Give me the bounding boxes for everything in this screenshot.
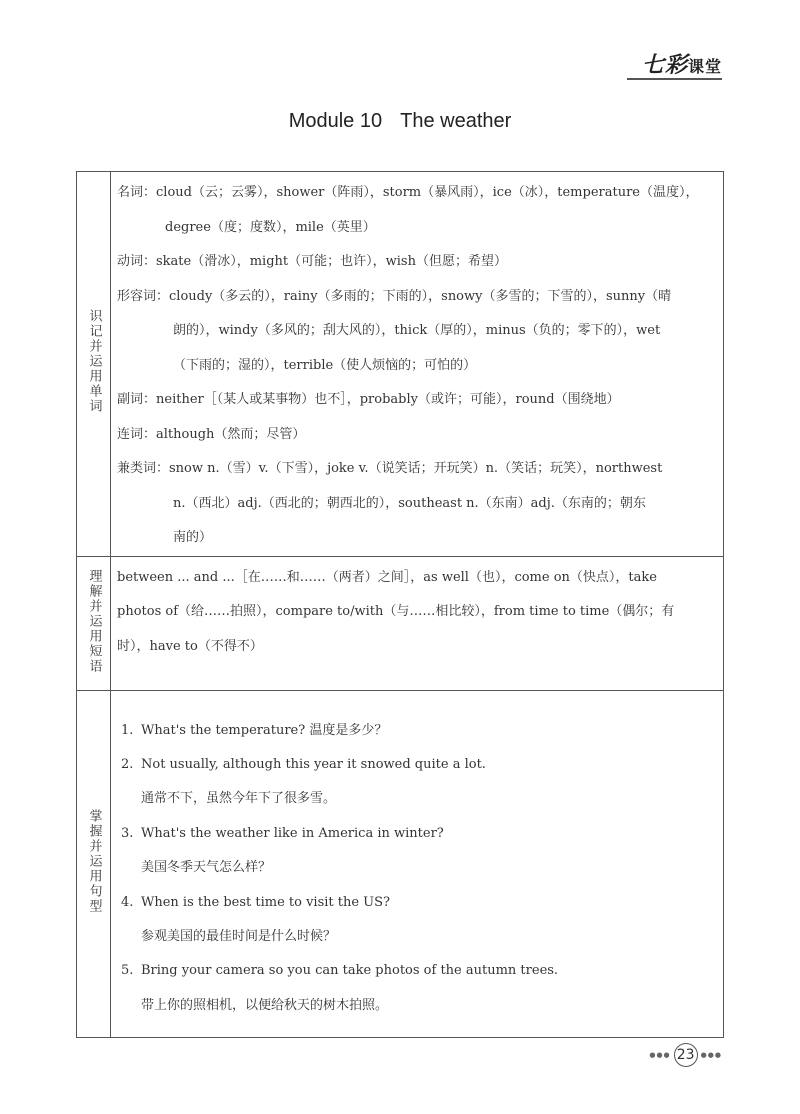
phrases-label: 理解并运用短语 (86, 568, 102, 674)
sentence-chinese: 美国冬季天气怎么样？ (141, 860, 272, 876)
word-line: 兼类词：snow n.（雪）v.（下雪），joke v.（说笑话；开玩笑）n.（笑话；玩笑），northwest (117, 461, 663, 476)
dots-right-icon: ●●● (700, 1051, 722, 1059)
word-line: 动词：skate（滑冰），might（可能；也许），wish（但愿；希望） (117, 254, 507, 269)
sentence-number: 4. (121, 894, 134, 910)
sentence-english: When is the best time to visit the US? (141, 894, 391, 910)
words-row (77, 172, 724, 557)
phrase-line: 时），have to（不得不） (117, 638, 263, 654)
dots-left-icon: ●●● (649, 1051, 671, 1059)
sentence-item (121, 817, 717, 851)
page-title (0, 110, 800, 133)
word-line: 连词：although（然而；尽管） (117, 426, 306, 442)
word-line: degree（度；度数），mile（英里） (165, 219, 376, 235)
phrase-line: photos of（给……拍照），compare to/with（与……相比较），from time to time（偶尔；有 (117, 604, 675, 619)
sentence-item (121, 954, 717, 988)
sentence-english: What's the weather like in America in winter? (141, 825, 444, 841)
sentence-item (121, 714, 717, 748)
sentences-content (111, 690, 724, 1037)
word-line: n.（西北）adj.（西北的；朝西北的），southeast n.（东南）adj.（东南的；朝东 (173, 495, 646, 511)
word-line: 名词：cloud（云；云雾），shower（阵雨），storm（暴风雨），ice（冰），temperature（温度）， (117, 185, 699, 200)
vocabulary-table (76, 171, 724, 1038)
sentence-english: Not usually, although this year it snowed quite a lot. (141, 756, 486, 772)
words-label-cell (77, 172, 111, 557)
sentence-list (117, 695, 717, 1024)
phrases-row (77, 556, 724, 690)
word-line: （下雨的；湿的），terrible（使人烦恼的；可怕的） (173, 357, 477, 373)
words-content (111, 172, 724, 557)
module-name: The weather (400, 110, 512, 132)
sentence-chinese: 通常不下，虽然今年下了很多雪。 (141, 791, 337, 807)
sentences-label: 掌握并运用句型 (86, 809, 102, 914)
brand-logo (642, 48, 722, 79)
sentence-chinese: 参观美国的最佳时间是什么时候？ (141, 928, 337, 944)
words-label: 识记并运用单词 (86, 309, 102, 415)
page-number-badge (649, 1043, 722, 1067)
sentences-label-cell (77, 690, 111, 1037)
phrases-content (111, 556, 724, 690)
brand-part1: 七彩 (641, 52, 688, 78)
module-number: Module 10 (288, 110, 383, 132)
sentence-number: 1. (121, 722, 134, 738)
word-line: 形容词：cloudy（多云的），rainy（多雨的；下雨的），snowy（多雪的；下雪的），sunny（晴 (117, 288, 672, 304)
word-line: 副词：neither［（某人或某事物）也不］，probably（或许；可能），round（围绕地） (117, 392, 620, 407)
sentence-item (121, 748, 717, 782)
phrases-label-cell (77, 556, 111, 690)
sentence-item (121, 886, 717, 920)
brand-part2: 课堂 (687, 57, 722, 76)
sentence-english: What's the temperature? 温度是多少？ (141, 722, 388, 738)
page-number: 23 (674, 1043, 698, 1067)
phrase-line: between ... and ...［在……和……（两者）之间］，as well（也），come on（快点），take (117, 569, 657, 585)
sentence-number: 5. (121, 963, 134, 979)
word-line: 朗的），windy（多风的；刮大风的），thick（厚的），minus（负的；零下的），wet (173, 323, 661, 338)
sentence-number: 3. (121, 825, 134, 841)
brand-underline (627, 78, 722, 80)
sentence-chinese: 带上你的照相机，以便给秋天的树木拍照。 (141, 997, 389, 1013)
word-line: 南的） (173, 530, 213, 545)
sentence-number: 2. (121, 756, 134, 772)
sentence-english: Bring your camera so you can take photos of the autumn trees. (141, 963, 559, 979)
sentences-row (77, 690, 724, 1037)
